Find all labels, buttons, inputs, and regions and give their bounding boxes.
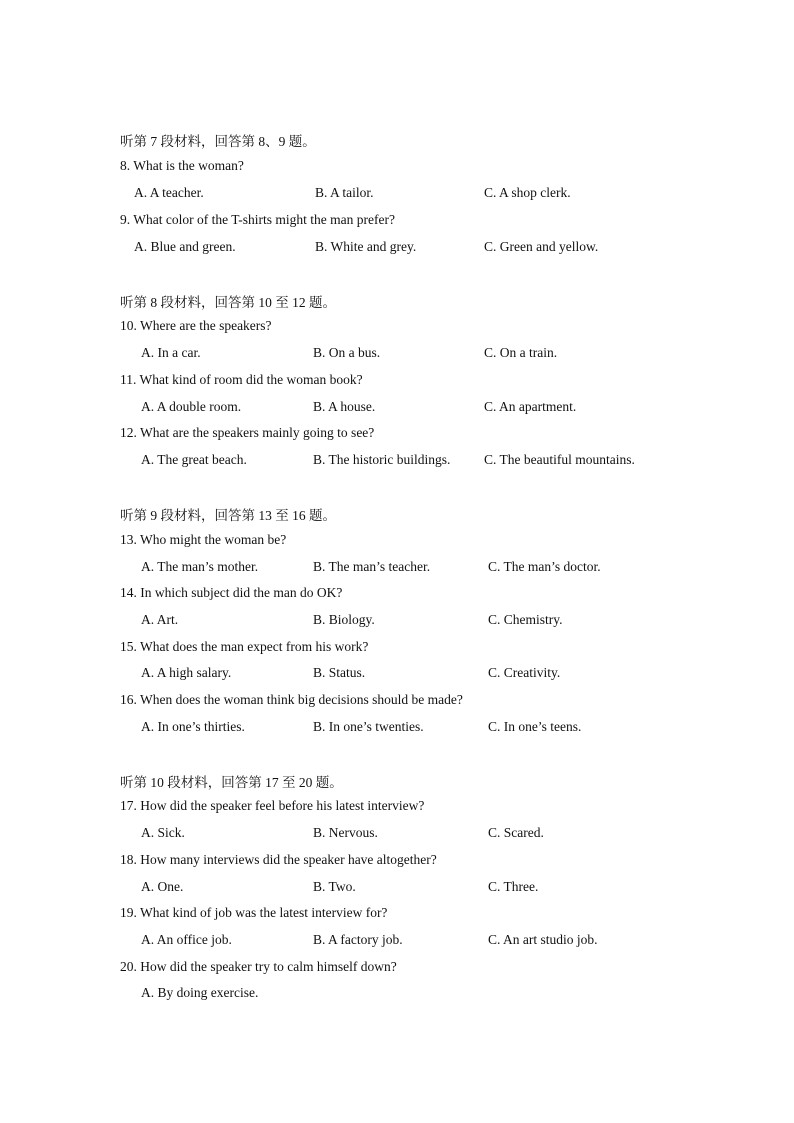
option-19a: A. An office job. xyxy=(141,932,232,947)
question-10: 10. Where are the speakers? xyxy=(120,318,272,333)
option-20a: A. By doing exercise. xyxy=(141,985,259,1000)
question-13: 13. Who might the woman be? xyxy=(120,532,287,547)
option-13c: C. The man’s doctor. xyxy=(488,559,601,574)
option-14a: A. Art. xyxy=(141,612,179,627)
question-15: 15. What does the man expect from his work? xyxy=(120,639,369,654)
option-15a: A. A high salary. xyxy=(141,665,232,680)
option-13a: A. The man’s mother. xyxy=(141,559,259,574)
option-8c: C. A shop clerk. xyxy=(484,185,571,200)
option-11a: A. A double room. xyxy=(141,399,242,414)
question-12: 12. What are the speakers mainly going to see? xyxy=(120,425,375,440)
option-8b: B. A tailor. xyxy=(315,185,374,200)
question-9: 9. What color of the T-shirts might the man prefer? xyxy=(120,212,395,227)
option-18b: B. Two. xyxy=(313,879,356,894)
option-16c: C. In one’s teens. xyxy=(488,719,582,734)
option-15c: C. Creativity. xyxy=(488,665,561,680)
section-heading-9: 听第 9 段材料，回答第 13 至 16 题。 xyxy=(120,508,336,523)
option-11b: B. A house. xyxy=(313,399,376,414)
option-9b: B. White and grey. xyxy=(315,239,417,254)
option-14c: C. Chemistry. xyxy=(488,612,563,627)
option-16a: A. In one’s thirties. xyxy=(141,719,245,734)
option-15b: B. Status. xyxy=(313,665,366,680)
question-19: 19. What kind of job was the latest interview for? xyxy=(120,905,388,920)
question-20: 20. How did the speaker try to calm himself down? xyxy=(120,959,397,974)
option-17a: A. Sick. xyxy=(141,825,185,840)
section-heading-7: 听第 7 段材料，回答第 8、9 题。 xyxy=(120,134,316,149)
option-13b: B. The man’s teacher. xyxy=(313,559,431,574)
section-heading-8: 听第 8 段材料，回答第 10 至 12 题。 xyxy=(120,295,336,310)
option-8a: A. A teacher. xyxy=(134,185,204,200)
option-12b: B. The historic buildings. xyxy=(313,452,451,467)
option-17b: B. Nervous. xyxy=(313,825,378,840)
question-14: 14. In which subject did the man do OK? xyxy=(120,585,343,600)
question-11: 11. What kind of room did the woman book? xyxy=(120,372,363,387)
option-19b: B. A factory job. xyxy=(313,932,403,947)
option-10a: A. In a car. xyxy=(141,345,201,360)
question-16: 16. When does the woman think big decisions should be made? xyxy=(120,692,463,707)
option-16b: B. In one’s twenties. xyxy=(313,719,424,734)
section-heading-10: 听第 10 段材料，回答第 17 至 20 题。 xyxy=(120,775,343,790)
question-17: 17. How did the speaker feel before his latest interview? xyxy=(120,798,425,813)
option-12a: A. The great beach. xyxy=(141,452,247,467)
option-12c: C. The beautiful mountains. xyxy=(484,452,635,467)
option-10b: B. On a bus. xyxy=(313,345,381,360)
question-18: 18. How many interviews did the speaker have altogether? xyxy=(120,852,437,867)
option-11c: C. An apartment. xyxy=(484,399,577,414)
question-8: 8. What is the woman? xyxy=(120,158,244,173)
option-19c: C. An art studio job. xyxy=(488,932,598,947)
option-9c: C. Green and yellow. xyxy=(484,239,599,254)
option-18a: A. One. xyxy=(141,879,184,894)
option-17c: C. Scared. xyxy=(488,825,544,840)
option-10c: C. On a train. xyxy=(484,345,558,360)
option-18c: C. Three. xyxy=(488,879,539,894)
option-9a: A. Blue and green. xyxy=(134,239,236,254)
option-14b: B. Biology. xyxy=(313,612,375,627)
